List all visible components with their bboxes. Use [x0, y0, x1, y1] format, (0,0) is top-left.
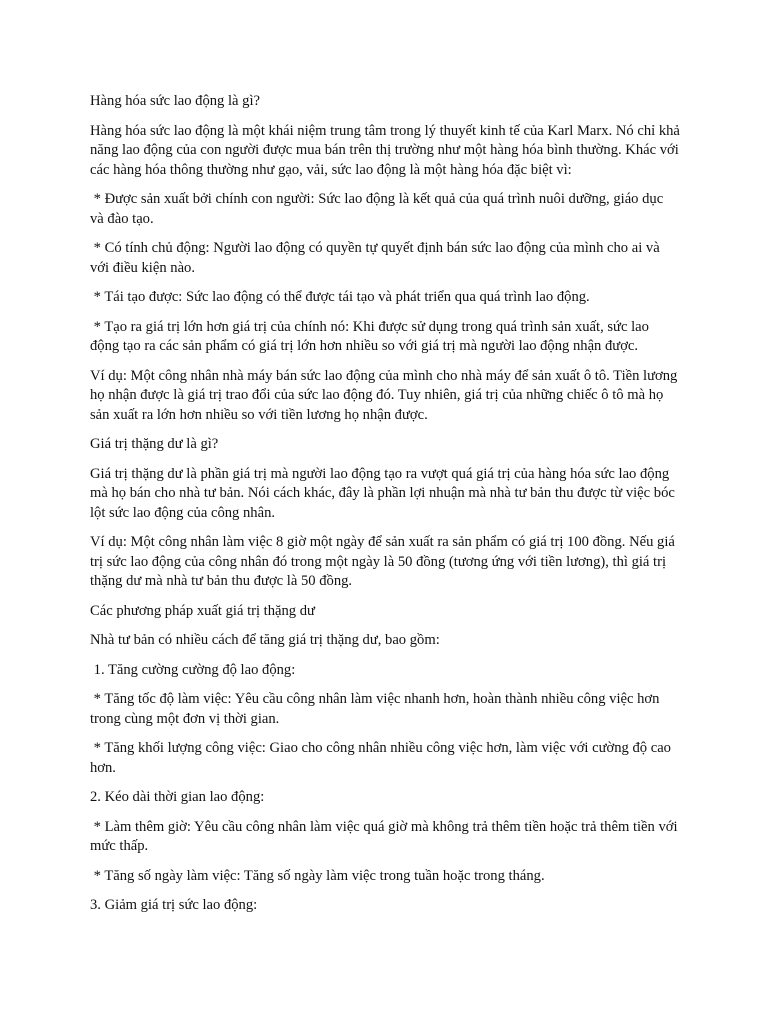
bullet-item: * Có tính chủ động: Người lao động có quyền tự quyết định bán sức lao động của mình cho ai và với điều kiện nào.	[90, 240, 664, 276]
example-paragraph: Ví dụ: Một công nhân làm việc 8 giờ một ngày để sản xuất ra sản phẩm có giá trị 100 đồng. Nếu giá trị sức lao động của công nhân đó trong một ngày là 50 đồng (tương ứng với tiền lương), thì giá trị thặng dư mà nhà tư bản thu được là 50 đồng.	[90, 534, 679, 589]
paragraph: Giá trị thặng dư là phần giá trị mà người lao động tạo ra vượt quá giá trị của hàng hóa sức lao động mà họ bán cho nhà tư bản. Nói cách khác, đây là phần lợi nhuận mà nhà tư bản thu được từ việc bóc lột sức lao động của công nhân.	[90, 465, 679, 521]
bullet-item: * Tăng số ngày làm việc: Tăng số ngày làm việc trong tuần hoặc trong tháng.	[90, 867, 545, 884]
paragraph: Hàng hóa sức lao động là một khái niệm trung tâm trong lý thuyết kinh tế của Karl Marx. Nó chỉ khả năng lao động của con người được mua bán trên thị trường như một hàng hóa bình thường. Khác với các hàng hóa thông thường như gạo, vải, sức lao động là một hàng hóa đặc biệt vì:	[90, 122, 684, 178]
paragraph: Nhà tư bản có nhiều cách để tăng giá trị thặng dư, bao gồm:	[90, 632, 440, 648]
numbered-item: 1. Tăng cường cường độ lao động:	[90, 661, 296, 678]
numbered-item: 2. Kéo dài thời gian lao động:	[90, 789, 265, 805]
heading-labor-commodity: Hàng hóa sức lao động là gì?	[90, 93, 261, 109]
heading-surplus-value: Giá trị thặng dư là gì?	[90, 436, 219, 452]
bullet-item: * Tạo ra giá trị lớn hơn giá trị của chính nó: Khi được sử dụng trong quá trình sản xuất, sức lao động tạo ra các sản phẩm có giá trị lớn hơn nhiều so với giá trị mà người lao động nhận được.	[90, 318, 653, 354]
document-body	[90, 92, 684, 926]
heading-methods: Các phương pháp xuất giá trị thặng dư	[90, 602, 315, 619]
bullet-item: * Được sản xuất bởi chính con người: Sức lao động là kết quả của quá trình nuôi dưỡng, giáo dục và đào tạo.	[90, 191, 667, 227]
numbered-item: 3. Giảm giá trị sức lao động:	[90, 897, 258, 913]
bullet-item: * Làm thêm giờ: Yêu cầu công nhân làm việc quá giờ mà không trả thêm tiền hoặc trả thêm tiền với mức thấp.	[90, 818, 682, 854]
bullet-item: * Tăng tốc độ làm việc: Yêu cầu công nhân làm việc nhanh hơn, hoàn thành nhiều công việc hơn trong cùng một đơn vị thời gian.	[90, 691, 664, 727]
bullet-item: * Tái tạo được: Sức lao động có thể được tái tạo và phát triển qua quá trình lao động.	[90, 289, 590, 305]
example-paragraph: Ví dụ: Một công nhân nhà máy bán sức lao động của mình cho nhà máy để sản xuất ô tô. Tiền lương họ nhận được là giá trị trao đổi của sức lao động đó. Tuy nhiên, giá trị của những chiếc ô tô mà họ sản xuất ra lớn hơn nhiều so với tiền lương họ nhận được.	[90, 367, 681, 423]
bullet-item: * Tăng khối lượng công việc: Giao cho công nhân nhiều công việc hơn, làm việc với cường độ cao hơn.	[90, 740, 675, 776]
